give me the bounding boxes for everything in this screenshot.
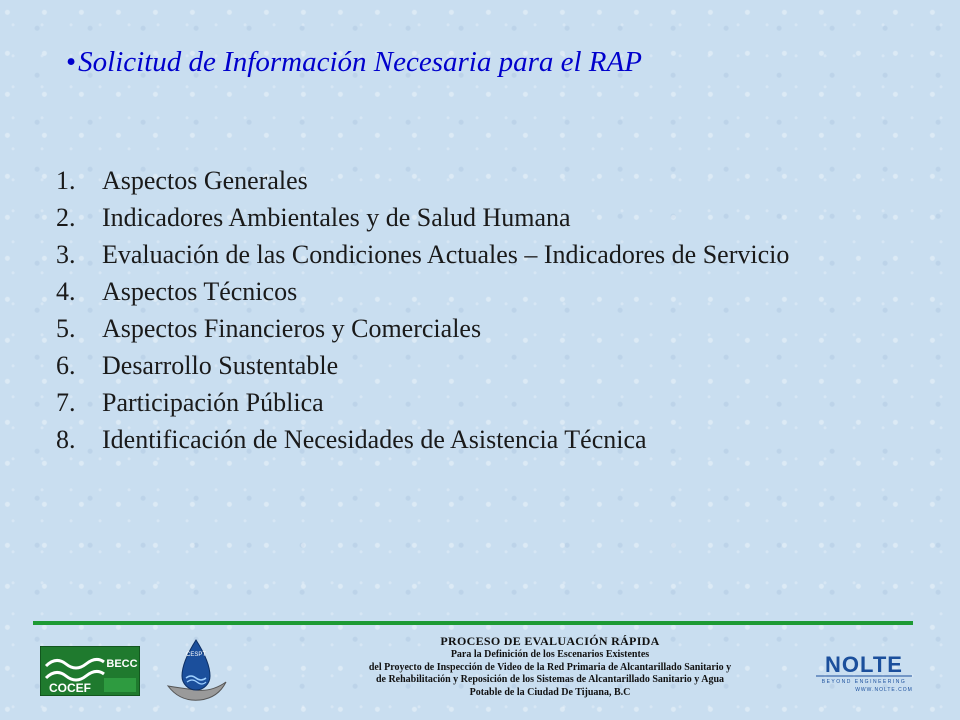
- item-number: 2.: [56, 203, 76, 232]
- item-number: 6.: [56, 351, 76, 380]
- requirements-list: [56, 162, 856, 458]
- nolte-tagline: BEYOND ENGINEERING: [821, 679, 907, 685]
- footer-line: Potable de la Ciudad De Tijuana, B.C: [469, 686, 631, 698]
- item-text: Aspectos Técnicos: [102, 277, 298, 306]
- item-text: Evaluación de las Condiciones Actuales – Indicadores de Servicio: [102, 240, 790, 269]
- cespt-logo: [160, 636, 232, 708]
- item-number: 5.: [56, 314, 76, 343]
- slide-title: [66, 46, 642, 79]
- becc-text: BECC: [106, 658, 138, 670]
- item-number: 8.: [56, 425, 76, 454]
- list-item: [56, 384, 856, 421]
- title-bullet: •: [66, 46, 77, 78]
- item-number: 1.: [56, 166, 76, 195]
- item-number: 4.: [56, 277, 76, 306]
- footer-line: del Proyecto de Inspección de Video de la Red Primaria de Alcantarillado Sanitario y: [368, 661, 732, 673]
- nolte-url: WWW.NOLTE.COM: [855, 687, 913, 693]
- item-text: Indicadores Ambientales y de Salud Humana: [102, 203, 571, 232]
- item-text: Participación Pública: [102, 388, 324, 417]
- list-item: [56, 162, 856, 199]
- item-text: Desarrollo Sustentable: [102, 351, 339, 380]
- list-item: [56, 273, 856, 310]
- list-item: [56, 199, 856, 236]
- cocef-text: COCEF: [49, 681, 91, 695]
- item-text: Aspectos Financieros y Comerciales: [102, 314, 482, 343]
- title-text: Solicitud de Información Necesaria para el RAP: [78, 46, 642, 78]
- footer-divider: [33, 621, 913, 625]
- item-text: Aspectos Generales: [102, 166, 308, 195]
- list-item: [56, 310, 856, 347]
- item-text: Identificación de Necesidades de Asistencia Técnica: [102, 425, 647, 454]
- footer-title: PROCESO DE EVALUACIÓN RÁPIDA: [440, 634, 660, 648]
- list-item: [56, 236, 856, 273]
- footer-block: [300, 634, 800, 699]
- footer-line: Para la Definición de los Escenarios Existentes: [450, 649, 650, 660]
- item-number: 3.: [56, 240, 76, 269]
- item-number: 7.: [56, 388, 76, 417]
- list-item: [56, 347, 856, 384]
- cespt-text: CESPT: [185, 652, 207, 658]
- nolte-logo: [812, 652, 916, 694]
- list-item: [56, 421, 856, 458]
- nolte-name: NOLTE: [825, 652, 903, 677]
- becc-cocef-logo: [40, 646, 140, 696]
- footer-line: de Rehabilitación y Reposición de los Sistemas de Alcantarillado Sanitario y Agua: [375, 674, 725, 685]
